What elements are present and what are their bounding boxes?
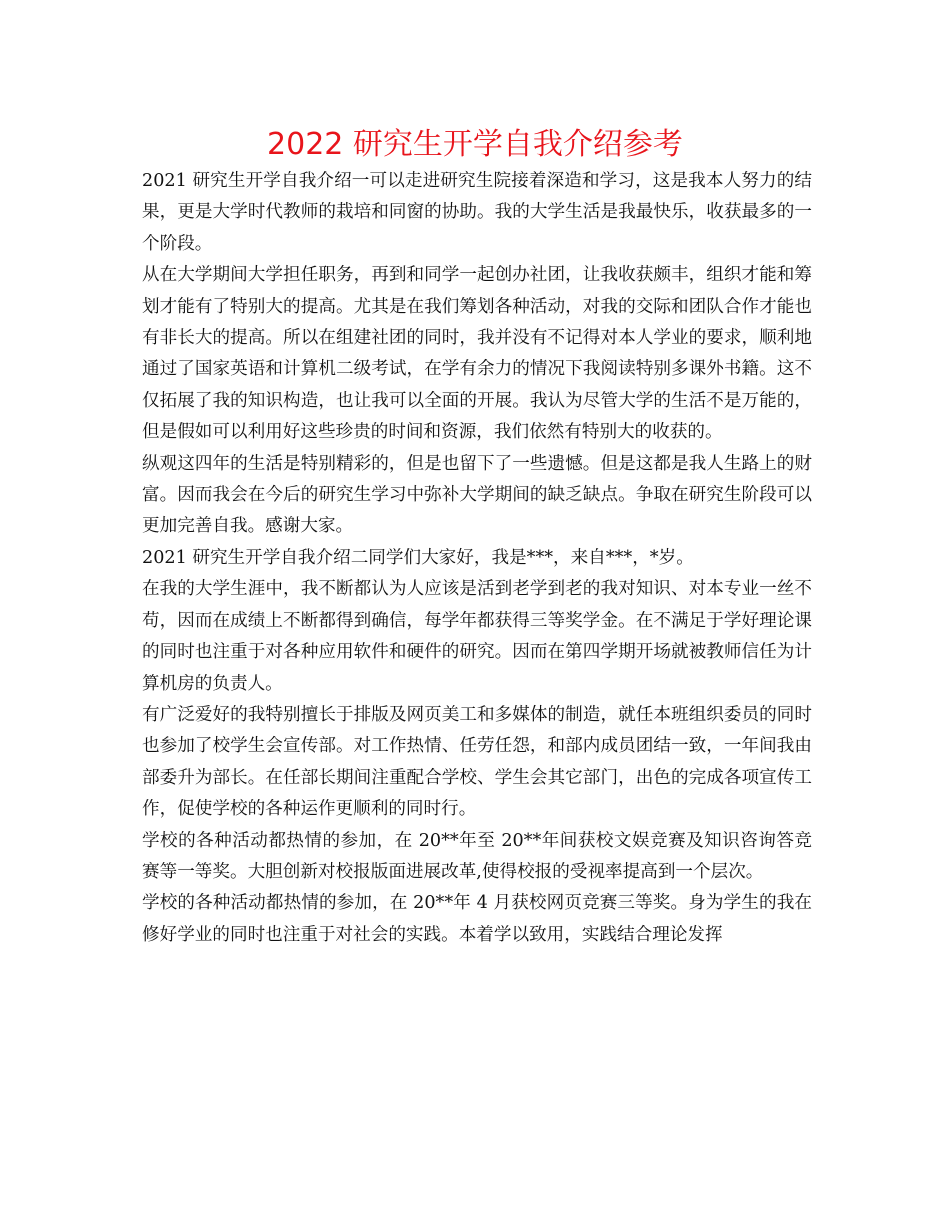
document-title: 2022 研究生开学自我介绍参考	[267, 127, 683, 162]
paragraph: 在我的大学生涯中，我不断都认为人应该是活到老学到老的我对知识、对本专业一丝不苟，因而在成绩上不断都得到确信，每学年都获得三等奖学金。在不满足于学好理论课的同时也注重于对各种应用软件和硬件的研究。因而在第四学期开场就被教师信任为计算机房的负责人。	[142, 579, 812, 694]
paragraph: 2021 研究生开学自我介绍一可以走进研究生院接着深造和学习，这是我本人努力的结果，更是大学时代教师的栽培和同窗的协助。我的大学生活是我最快乐，收获最多的一个阶段。	[142, 171, 812, 254]
paragraph: 2021 研究生开学自我介绍二同学们大家好，我是***，来自***，*岁。	[142, 547, 694, 568]
paragraph: 从在大学期间大学担任职务，再到和同学一起创办社团，让我收获颇丰，组织才能和筹划才能有了特别大的提高。尤其是在我们筹划各种活动，对我的交际和团队合作才能也有非长大的提高。所以在组建社团的同时，我并没有不记得对本人学业的要求，顺利地通过了国家英语和计算机二级考试，在学有余力的情况下我阅读特别多课外书籍。这不仅拓展了我的知识构造，也让我可以全面的开展。我认为尽管大学的生活不是万能的，但是假如可以利用好这些珍贵的时间和资源，我们依然有特别大的收获的。	[142, 265, 812, 443]
paragraph: 纵观这四年的生活是特别精彩的，但是也留下了一些遗憾。但是这都是我人生路上的财富。因而我会在今后的研究生学习中弥补大学期间的缺乏缺点。争取在研究生阶段可以更加完善自我。感谢大家。	[142, 453, 812, 537]
paragraph: 有广泛爱好的我特别擅长于排版及网页美工和多媒体的制造，就任本班组织委员的同时也参加了校学生会宣传部。对工作热情、任劳任怨，和部内成员团结一致，一年间我由部委升为部长。在任部长期间注重配合学校、学生会其它部门，出色的完成各项宣传工作，促使学校的各种运作更顺利的同时行。	[142, 704, 812, 820]
document-body	[142, 166, 812, 951]
paragraph: 学校的各种活动都热情的参加，在 20**年至 20**年间获校文娱竞赛及知识咨询答竞赛等一等奖。大胆创新对校报版面进展改革,使得校报的受视率提高到一个层次。	[142, 830, 812, 882]
paragraph: 学校的各种活动都热情的参加，在 20**年 4 月获校网页竞赛三等奖。身为学生的我在修好学业的同时也注重于对社会的实践。本着学以致用，实践结合理论发挥	[142, 893, 812, 945]
